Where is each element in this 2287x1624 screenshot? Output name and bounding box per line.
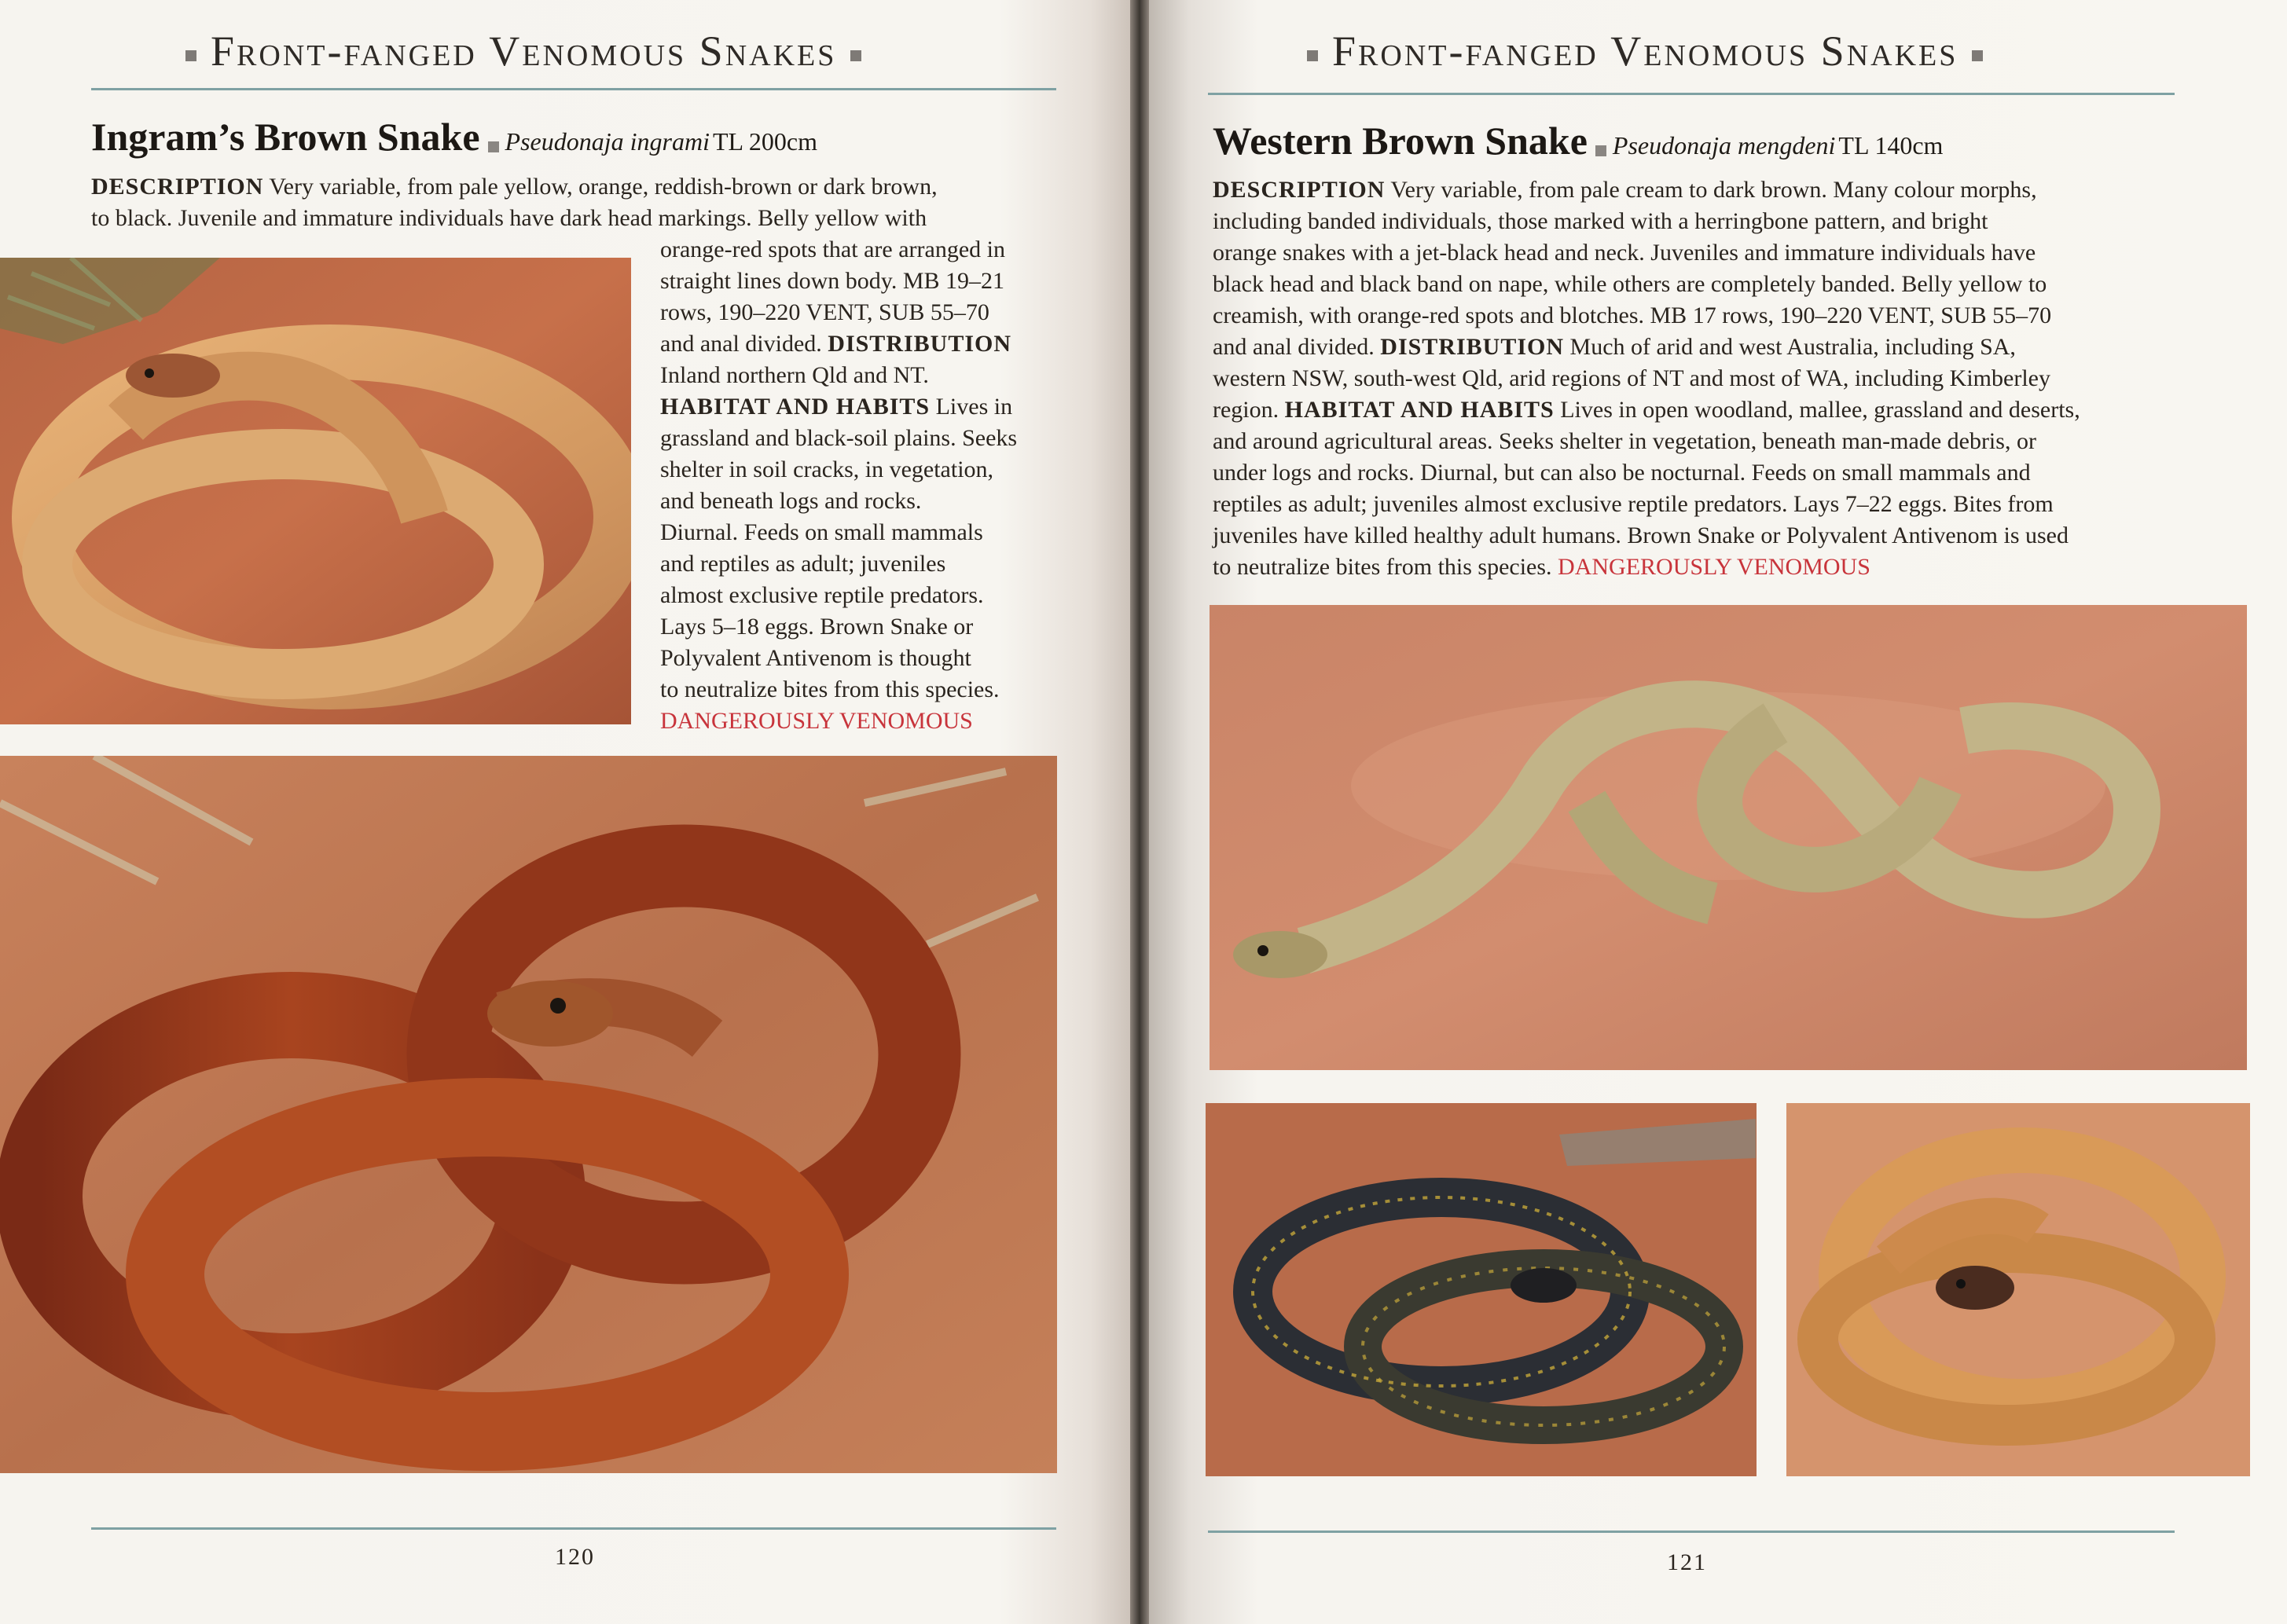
- right-running-header: Front-fanged Venomous Snakes: [1293, 27, 1997, 75]
- description-label: DESCRIPTION: [91, 174, 264, 200]
- latin-name: Pseudonaja mengdeni: [1612, 131, 1836, 159]
- square-bullet-icon: [1595, 145, 1606, 156]
- square-bullet-icon: [1307, 50, 1318, 61]
- right-page: [1144, 0, 2287, 1624]
- species-heading: [91, 114, 817, 159]
- description-top: DESCRIPTION Very variable, from pale yellow, orange, reddish-brown or dark brown, to black. Juvenile and immature individuals have dark head markings. Belly yellow with: [91, 174, 938, 231]
- snake-photo-western-brown-dark: [1206, 1103, 1757, 1476]
- square-bullet-icon: [850, 50, 861, 61]
- common-name: Ingram’s Brown Snake: [91, 115, 480, 159]
- left-running-header: Front-fanged Venomous Snakes: [171, 27, 876, 75]
- distribution-label: DISTRIBUTION: [828, 331, 1012, 357]
- danger-warning: DANGEROUSLY VENOMOUS: [660, 708, 973, 734]
- footer-rule: [1208, 1531, 2175, 1533]
- habitat-label: HABITAT AND HABITS: [1284, 397, 1555, 423]
- description-block: DESCRIPTION Very variable, from pale cream to dark brown. Many colour morphs, including banded individuals, those marked with a herringbone pattern, and bright orange snakes with a jet-black head and neck. Juveniles and immature individuals have black head and black band on nape, while others are completely banded. Belly yellow to creamish, with orange-red spots and blotches. MB 17 rows, 190–220 VENT, SUB 55–70 and anal divided. DISTRIBUTION Much of arid and west Australia, including SA, western NSW, south-west Qld, arid regions of NT and most of WA, including Kimberley region. HABITAT AND HABITS Lives in open woodland, mallee, grassland and deserts, and around agricultural areas. Seeks shelter in vegetation, beneath man-made debris, or under logs and rocks. Diurnal, but can also be nocturnal. Feeds on small mammals and reptiles as adult; juveniles almost exclusive reptile predators. Lays 7–22 eggs. Bites from juveniles have killed healthy adult humans. Brown Snake or Polyvalent Antivenom is used to neutralize bites from this species. DANGEROUSLY VENOMOUS: [1213, 177, 2080, 580]
- common-name: Western Brown Snake: [1213, 119, 1588, 163]
- total-length: TL 200cm: [712, 127, 817, 156]
- book-gutter: [1130, 0, 1149, 1624]
- square-bullet-icon: [185, 50, 196, 61]
- snake-photo-ingrams-brown: [0, 258, 631, 724]
- danger-warning: DANGEROUSLY VENOMOUS: [1558, 554, 1870, 580]
- header-rule: [1208, 93, 2175, 95]
- square-bullet-icon: [488, 141, 499, 152]
- latin-name: Pseudonaja ingrami: [505, 127, 710, 156]
- left-page: [0, 0, 1136, 1624]
- species-heading: [1213, 118, 1943, 163]
- footer-rule: [91, 1527, 1056, 1530]
- description-column: orange-red spots that are arranged in straight lines down body. MB 19–21 rows, 190–220 VENT, SUB 55–70 and anal divided. DISTRIBUTION Inland northern Qld and NT. HABITAT AND HABITS Lives in grassland and black-soil plains. Seeks shelter in soil cracks, in vegetation, and beneath logs and rocks. Diurnal. Feeds on small mammals and reptiles as adult; juveniles almost exclusive reptile predators. Lays 5–18 eggs. Brown Snake or Polyvalent Antivenom is thought to neutralize bites from this species. DANGEROUSLY VENOMOUS: [660, 234, 1069, 737]
- snake-photo-western-brown-pale: [1210, 605, 2247, 1070]
- snake-photo-ingrams-brown-red: [0, 756, 1057, 1473]
- snake-photo-western-brown-orange: [1786, 1103, 2250, 1476]
- total-length: TL 140cm: [1838, 131, 1944, 159]
- header-rule: [91, 88, 1056, 90]
- square-bullet-icon: [1972, 50, 1983, 61]
- page-number: 120: [555, 1544, 595, 1570]
- habitat-label: HABITAT AND HABITS: [660, 394, 931, 420]
- description-label: DESCRIPTION: [1213, 177, 1386, 203]
- distribution-label: DISTRIBUTION: [1380, 334, 1565, 360]
- page-number: 121: [1667, 1549, 1707, 1575]
